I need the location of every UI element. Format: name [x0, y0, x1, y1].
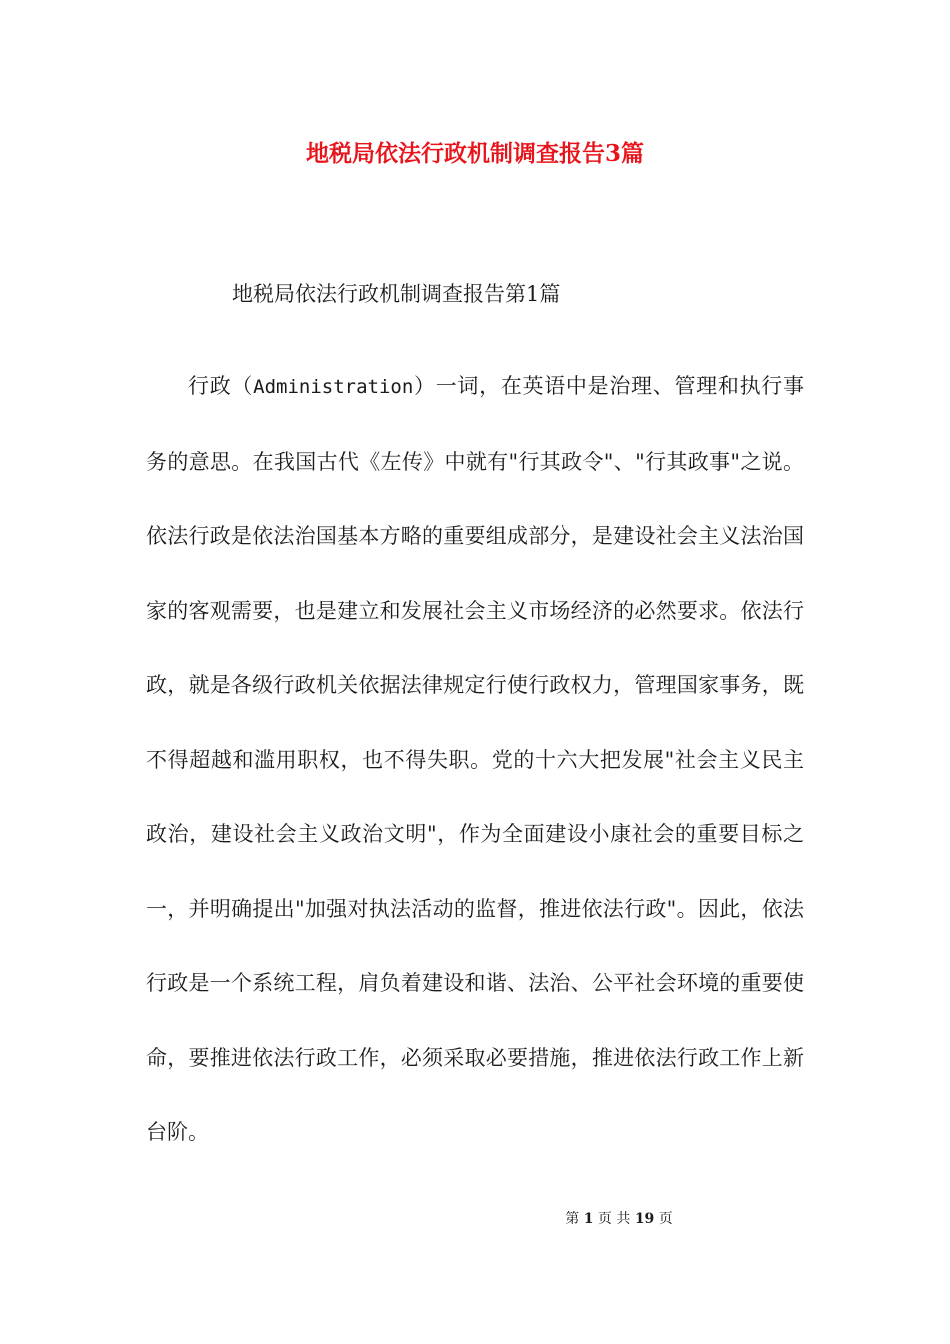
- footer-suffix: 页: [658, 1211, 673, 1227]
- footer-total-pages: 19: [634, 1211, 655, 1227]
- paragraph-text-rest: ）一词，在英语中是治理、管理和执行事务的意思。在我国古代《左传》中就有"行其政令"、"行其政事"之说。依法行政是依法治国基本方略的重要组成部分，是建设社会主义法治国家的客观需要，也是建立和发展社会主义市场经济的必然要求。依法行政，就是各级行政机关依据法律规定行使行政权力，管理国家事务，既不得超越和滥用职权，也不得失职。党的十六大把发展"社会主义民主政治，建设社会主义政治文明"，作为全面建设小康社会的重要目标之一，并明确提出"加强对执法活动的监督，推进依法行政"。因此，依法行政是一个系统工程，肩负着建设和谐、法治、公平社会环境的重要使命，要推进依法行政工作，必须采取必要措施，推进依法行政工作上新台阶。: [146, 374, 805, 1144]
- page-footer: [0, 1207, 950, 1231]
- paragraph-latin-term: Administration: [253, 376, 414, 398]
- footer-prefix: 第: [565, 1211, 580, 1227]
- paragraph-text-start: 行政（: [188, 374, 254, 398]
- footer-middle: 页 共: [597, 1211, 631, 1227]
- section-heading: 地税局依法行政机制调查报告第1篇: [232, 282, 561, 306]
- document-title: 地税局依法行政机制调查报告3篇: [305, 140, 644, 167]
- footer-current-page: 1: [583, 1211, 594, 1227]
- body-paragraph: [146, 349, 804, 1170]
